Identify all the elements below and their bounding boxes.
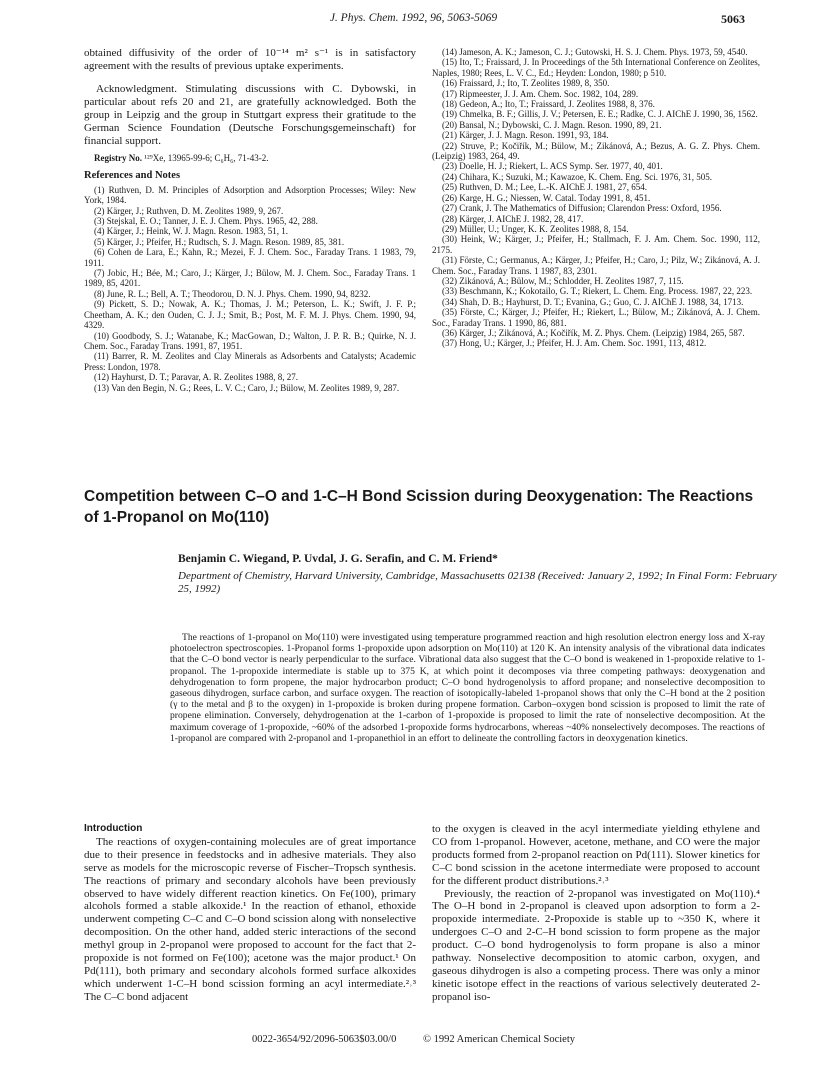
- acknowledgment: Acknowledgment. Stimulating discussions with C. Dybowski, in particular about refs 20 and 21, are gratefully acknowledged. Both the group in Leipzig and the group in Stuttgart express their gratitude to the German Science Foundation (Deutsche Forschungsgemeinschaft) for financial support.: [84, 83, 416, 147]
- reference-item: (29) Müller, U.; Unger, K. K. Zeolites 1988, 8, 154.: [442, 223, 629, 234]
- reference-item: (21) Kärger, J. J. Magn. Reson. 1991, 93, 184.: [442, 130, 609, 141]
- reference-list-left: [84, 185, 416, 393]
- reference-item: (9) Pickett, S. D.; Nowak, A. K.; Thomas, J. M.; Peterson, L. K.; Swift, J. F. P.; Cheetham, A. K.; den Ouden, C. J. J.; Smit, B.; Post, M. F. M. J. Phys. Chem. 1990, 94, 4329.: [84, 299, 416, 331]
- reference-item: (12) Hayhurst, D. T.; Paravar, A. R. Zeolites 1988, 8, 27.: [94, 372, 299, 383]
- introduction-right-column: [432, 823, 760, 1004]
- introduction-paragraph: Previously, the reaction of 2-propanol was investigated on Mo(110).⁴ The O–H bond in 2-propanol is cleaved upon adsorption to form a 2-propoxide intermediate. 2-Propoxide is stable up to ~350 K, where it undergoes C–O and 2-C–H bond scission to form propene as the major product. C–O bond hydrogenolysis to form propane is also a minor pathway. Nonselective decomposition to atomic carbon, oxygen, and gaseous dihydrogen is also a competing process. There was only a minor kinetic isotope effect in the reactions of various selectively deuterated 2-propanol iso-: [432, 887, 760, 1003]
- registry-text: ¹²⁹Xe, 13965-99-6; C₆H₆, 71-43-2.: [144, 153, 269, 163]
- introduction-heading: Introduction: [84, 823, 143, 834]
- reference-item: (4) Kärger, J.; Heink, W. J. Magn. Reson. 1983, 51, 1.: [94, 226, 288, 237]
- reference-item: (2) Kärger, J.; Ruthven, D. M. Zeolites 1989, 9, 267.: [94, 205, 284, 216]
- reference-item: (19) Chmelka, B. F.; Gillis, J. V.; Petersen, E. E.; Radke, C. J. AIChE J. 1990, 36, 1562.: [442, 109, 758, 120]
- reference-item: (32) Zikánová, A.; Bülow, M.; Schlodder, H. Zeolites 1987, 7, 115.: [442, 275, 684, 286]
- reference-item: (27) Crank, J. The Mathematics of Diffusion; Clarendon Press: Oxford, 1956.: [442, 203, 722, 214]
- affiliation: Department of Chemistry, Harvard University, Cambridge, Massachusetts 02138 (Received: January 2, 1992; In Final Form: February 25, 1992): [178, 570, 777, 595]
- running-header: [0, 12, 827, 24]
- reference-item: (15) Ito, T.; Fraissard, J. In Proceedings of the 5th International Conference on Zeolites, Naples, 1980; Rees, L. V. C., Ed.; Heyden: London, 1980; p 510.: [432, 57, 760, 78]
- reference-item: (18) Gedeon, A.; Ito, T.; Fraissard, J. Zeolites 1988, 8, 376.: [442, 99, 655, 110]
- closing-paragraph: obtained diffusivity of the order of 10⁻¹⁴ m² s⁻¹ is in satisfactory agreement with the results of previous uptake experiments.: [84, 47, 416, 72]
- introduction-paragraph: The reactions of oxygen-containing molecules are of great importance due to their presence in feedstocks and in adhesive materials. They also serve as models for the microscopic reverse of Fischer–Tropsch synthesis. The reactions of primary and secondary alcohols have been previously observed to have widely different reaction kinetics. On Fe(100), primary alcohols formed a stable alkoxide.¹ In the reaction of ethanol, ethoxide underwent competing C–C and C–O bond scission along with nonselective decomposition. On the other hand, added steric interactions of the second methyl group in 2-propanol were proposed to account for the fact that 2-propoxide is not formed on Fe(100); acetone was the major product.¹ On Pd(111), both primary and secondary alcohols formed surface alkoxides which underwent 1-C–H bond scission forming an acyl intermediate.²˒³ The C–C bond adjacent: [84, 835, 416, 1003]
- reference-item: (35) Förste, C.; Kärger, J.; Pfeifer, H.; Riekert, L.; Bülow, M.; Zikánová, A. J. Chem. Soc., Faraday Trans. 1 1990, 86, 881.: [432, 307, 760, 328]
- introduction-paragraph: to the oxygen is cleaved in the acyl intermediate yielding ethylene and CO from 1-propanol. However, acetone, methane, and CO were the major products formed from 2-propanol reaction on Pd(111). Slower kinetics for C–C bond scission in the acetone intermediate were proposed to account for the different product distributions.²˒³: [432, 823, 760, 887]
- references-heading: References and Notes: [84, 170, 181, 182]
- article-title: Competition between C–O and 1-C–H Bond Scission during Deoxygenation: The Reactions of 1-Propanol on Mo(110): [84, 488, 754, 526]
- reference-item: (36) Kärger, J.; Zikánová, A.; Kočiřík, M. Z. Phys. Chem. (Leipzig) 1984, 265, 587.: [442, 327, 745, 338]
- reference-item: (30) Heink, W.; Kärger, J.; Pfeifer, H.; Stallmach, F. J. Am. Chem. Soc. 1990, 112, 2175.: [432, 234, 760, 255]
- article-code: 0022-3654/92/2096-5063$03.00/0: [251, 1034, 397, 1045]
- page-number: 5063: [721, 12, 745, 26]
- journal-citation: J. Phys. Chem. 1992, 96, 5063-5069: [329, 12, 498, 24]
- reference-item: (7) Jobic, H.; Bée, M.; Caro, J.; Kärger, J.; Bülow, M. J. Chem. Soc., Faraday Trans. 1 1989, 85, 4201.: [84, 268, 416, 289]
- reference-item: (23) Doelle, H. J.; Riekert, L. ACS Symp. Ser. 1977, 40, 401.: [442, 161, 663, 172]
- reference-item: (11) Barrer, R. M. Zeolites and Clay Minerals as Adsorbents and Catalysts; Academic Press: London, 1978.: [84, 351, 416, 372]
- reference-item: (17) Ripmeester, J. J. Am. Chem. Soc. 1982, 104, 289.: [442, 88, 639, 99]
- reference-item: (34) Shah, D. B.; Hayhurst, D. T.; Evanina, G.; Guo, C. J. AIChE J. 1988, 34, 1713.: [442, 296, 744, 307]
- reference-item: (24) Chihara, K.; Suzuki, M.; Kawazoe, K. Chem. Eng. Sci. 1976, 31, 505.: [442, 171, 712, 182]
- reference-item: (10) Goodbody, S. J.; Watanabe, K.; MacGowan, D.; Walton, J. P. R. B.; Quirke, N. J. Chem. Soc., Faraday Trans. 1991, 87, 1951.: [84, 330, 416, 351]
- reference-item: (28) Kärger, J. AIChE J. 1982, 28, 417.: [442, 213, 584, 224]
- abstract: The reactions of 1-propanol on Mo(110) were investigated using temperature programmed reaction and high resolution electron energy loss and X-ray photoelectron spectroscopies. 1-Propanol forms 1-propoxide upon adsorption on Mo(110) at 120 K. An intensity analysis of the vibrational data indicates that the C–O bond vector is nearly perpendicular to the surface. Vibrational data also suggest that the C–O bond is weakened in 1-propoxide relative to 1-propanol. The 1-propoxide intermediate is stable up to 375 K, at which point it decomposes via three competing pathways: deoxygenation and dehydrogenation to form propene, the major hydrocarbon product; C–O bond hydrogenolysis to afford propane; and nonselective decomposition to gaseous dihydrogen, surface carbon, and surface oxygen. The reaction of isotopically-labeled 1-propanol shows that only the C–H bond at the 2 position (γ to the metal and β to the oxygen) in 1-propoxide is broken during propene formation. Carbon–oxygen bond scission is proposed to limit the rate of propene elimination. Conversely, dehydrogenation at the 1-carbon of 1-propoxide is proposed to limit the rate of nonselective decomposition. At the maximum coverage of 1-propoxide, ~60% of the adsorbed 1-propoxide forms hydrocarbons, whereas ~40% nonselectively decomposes. The reactions of 1-propanol are compared with 2-propanol and 1-propanethiol in an effort to delineate the controlling factors in deoxygenation kinetics.: [170, 632, 765, 744]
- reference-list-right: [432, 47, 760, 349]
- reference-item: (8) June, R. L.; Bell, A. T.; Theodorou, D. N. J. Phys. Chem. 1990, 94, 8232.: [94, 288, 371, 299]
- author-list: Benjamin C. Wiegand, P. Uvdal, J. G. Serafin, and C. M. Friend*: [178, 553, 498, 565]
- reference-item: (5) Kärger, J.; Pfeifer, H.; Rudtsch, S. J. Magn. Reson. 1989, 85, 381.: [94, 236, 345, 247]
- registry-numbers: [84, 153, 416, 164]
- reference-item: (22) Struve, P.; Kočiřík, M.; Bülow, M.; Zikánová, A.; Bezus, A. G. Z. Phys. Chem. (Leipzig) 1983, 264, 49.: [432, 140, 760, 162]
- page-footer: [0, 1034, 827, 1045]
- reference-item: (1) Ruthven, D. M. Principles of Adsorption and Adsorption Processes; Wiley: New York, 1984.: [84, 184, 416, 206]
- reference-item: (31) Förste, C.; Germanus, A.; Kärger, J.; Pfeifer, H.; Caro, J.; Pilz, W.; Zikánová, A. J. Chem. Soc., Faraday Trans. 1 1987, 83, 2301.: [432, 255, 760, 276]
- reference-item: (14) Jameson, A. K.; Jameson, C. J.; Gutowski, H. S. J. Chem. Phys. 1973, 59, 4540.: [442, 47, 748, 57]
- registry-label: Registry No.: [94, 153, 142, 163]
- reference-item: (6) Cohen de Lara, E.; Kahn, R.; Mezei, F. J. Chem. Soc., Faraday Trans. 1 1983, 79, 1911.: [84, 247, 416, 268]
- left-column-top: [84, 47, 416, 393]
- reference-item: (20) Bansal, N.; Dybowski, C. J. Magn. Reson. 1990, 89, 21.: [442, 119, 662, 130]
- reference-item: (37) Hong, U.; Kärger, J.; Pfeifer, H. J. Am. Chem. Soc. 1991, 113, 4812.: [442, 338, 707, 349]
- reference-item: (26) Karge, H. G.; Niessen, W. Catal. Today 1991, 8, 451.: [442, 192, 651, 203]
- introduction-left-column: [84, 823, 416, 1004]
- reference-item: (13) Van den Begin, N. G.; Rees, L. V. C.; Caro, J.; Bülow, M. Zeolites 1989, 9, 287.: [94, 382, 400, 393]
- reference-item: (33) Beschmann, K.; Kokotailo, G. T.; Riekert, L. Chem. Eng. Process. 1987, 22, 223.: [442, 286, 753, 297]
- reference-item: (3) Stejskal, E. O.; Tanner, J. E. J. Chem. Phys. 1965, 42, 288.: [94, 216, 318, 227]
- reference-item: (25) Ruthven, D. M.; Lee, L.-K. AIChE J. 1981, 27, 654.: [442, 182, 647, 193]
- copyright-notice: © 1992 American Chemical Society: [422, 1034, 576, 1045]
- reference-item: (16) Fraissard, J.; Ito, T. Zeolites 1989, 8, 350.: [442, 78, 610, 89]
